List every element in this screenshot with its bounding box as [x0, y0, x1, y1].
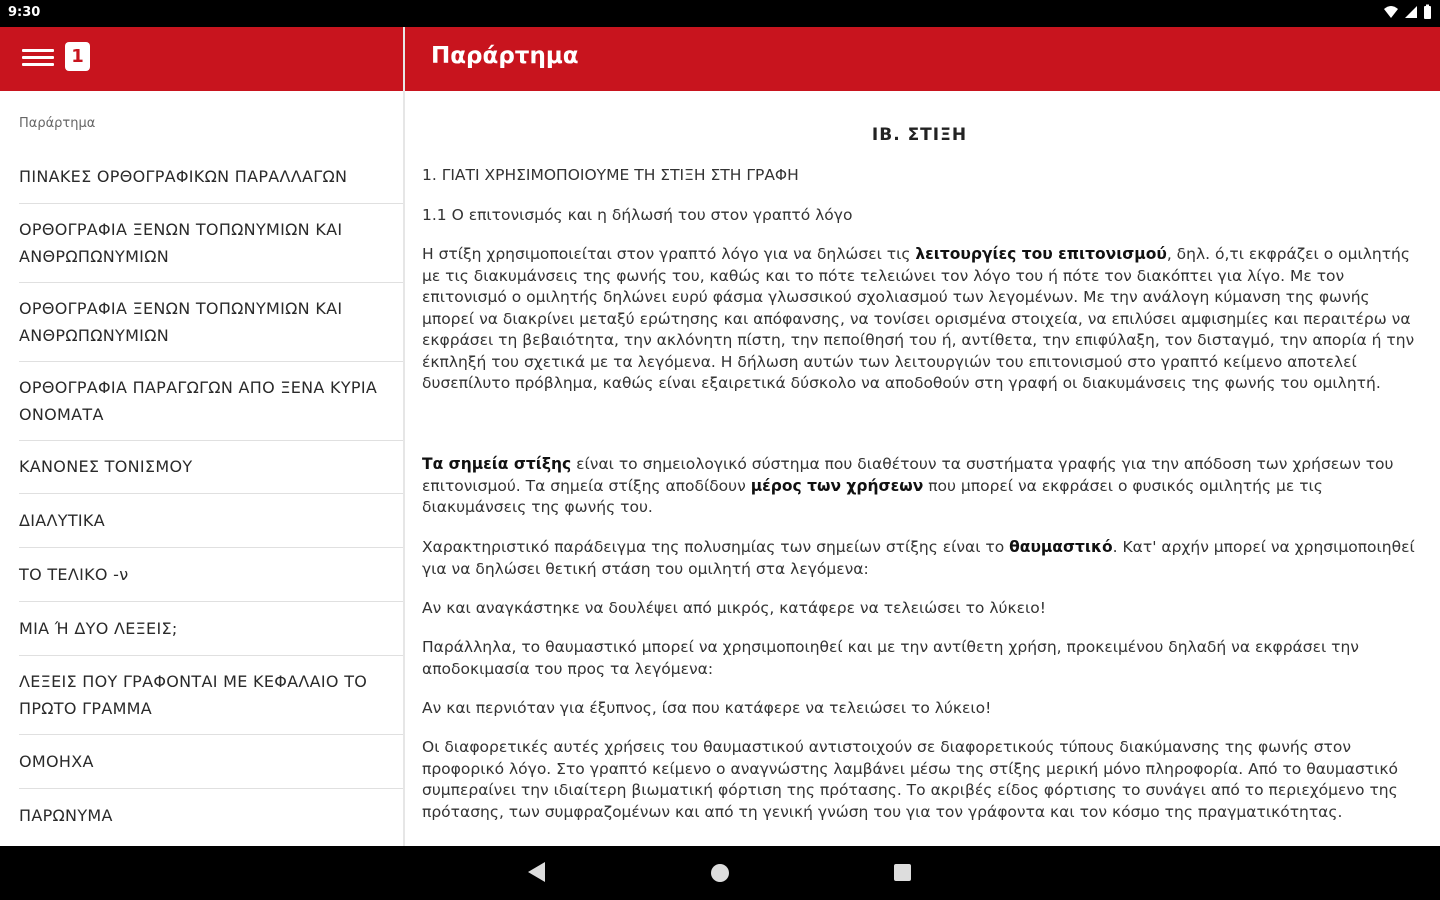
status-time: 9:30 — [8, 5, 41, 20]
divider — [19, 601, 403, 602]
divider — [19, 734, 403, 735]
system-nav-bar — [0, 846, 1440, 900]
divider — [19, 282, 403, 283]
status-bar — [0, 0, 1440, 27]
battery-icon — [1423, 4, 1432, 20]
page-title: Παράρτημα — [431, 43, 579, 69]
bold-term: μέρος των χρήσεων — [750, 476, 924, 495]
divider — [19, 788, 403, 789]
home-circle-icon[interactable] — [711, 864, 729, 882]
sidebar-item-foreign-names-1[interactable]: ΟΡΘΟΓΡΑΦΙΑ ΞΕΝΩΝ ΤΟΠΩΝΥΜΙΩΝ ΚΑΙ ΑΝΘΡΩΠΩΝΥΜΙΩΝ — [19, 220, 343, 266]
divider — [19, 440, 403, 441]
sidebar-header: Παράρτημα — [19, 116, 96, 131]
signal-icon — [1404, 4, 1418, 20]
paragraph-3 — [422, 537, 1417, 580]
example-2: Αν και περνιόταν για έξυπνος, ίσα που κατάφερε να τελειώσει το λύκειο! — [422, 699, 992, 717]
wifi-icon — [1383, 4, 1399, 20]
bold-term: λειτουργίες του επιτονισμού — [915, 245, 1167, 263]
divider — [19, 361, 403, 362]
paragraph-text: Η στίξη χρησιμοποιείται στον γραπτό λόγο για να δηλώσει τις — [422, 245, 916, 263]
sidebar-item-homophones[interactable]: ΟΜΟΗΧΑ — [19, 752, 94, 771]
recents-square-icon[interactable] — [894, 864, 911, 881]
subsection-title: 1.1 Ο επιτονισμός και η δήλωσή του στον γραπτό λόγο — [422, 206, 853, 224]
example-1: Αν και αναγκάστηκε να δουλέψει από μικρός, κατάφερε να τελειώσει το λύκειο! — [422, 599, 1046, 617]
article-heading: ΙΒ. ΣΤΙΞΗ — [871, 125, 968, 145]
paragraph-5: Παράλληλα, το θαυμαστικό μπορεί να χρησιμοποιηθεί και με την αντίθετη χρήση, προκειμένου δηλαδή να εκφράσει την αποδοκιμασία του προς τα λεγόμενα: — [422, 638, 1359, 678]
paragraph-1 — [422, 244, 1417, 395]
sidebar-item-one-or-two-words[interactable]: ΜΙΑ Ή ΔΥΟ ΛΕΞΕΙΣ; — [19, 619, 178, 638]
content-panel — [405, 91, 1440, 846]
divider — [19, 655, 403, 656]
paragraph-7: Οι διαφορετικές αυτές χρήσεις του θαυμαστικού αντιστοιχούν σε διαφορετικούς τύπους διακύμανσης της φωνής στον προφορικό λόγο. Στο γραπτό κείμενο ο αναγνώστης λαμβάνει μέσω της στίξης μερική μόνο πληροφορία. Από το θαυμαστικό συμπεραίνει την ιδιαίτερη βιωματική φόρτιση της πρότασης. Το ακριβές είδος φόρτισης το συνάγει από το περιεχόμενο της πρότασης, των συμφραζομένων και από τη γενική γνώση του για τον γράφοντα και τον κόσμο της πραγματικότητας. — [422, 738, 1398, 821]
status-icons — [1383, 4, 1432, 20]
sidebar-item-diaeresis[interactable]: ΔΙΑΛΥΤΙΚΑ — [19, 511, 105, 530]
bold-term: Τα σημεία στίξης — [422, 455, 572, 473]
paragraph-text: . Κατ' αρχήν μπορεί να χρησιμοποιηθεί για να δηλώσει θετική στάση του ομιλητή στα λεγόμενα: — [422, 538, 1415, 578]
paragraph-2 — [422, 454, 1417, 519]
app-bar — [0, 27, 1440, 91]
bold-term: θαυμαστικό — [1009, 538, 1113, 556]
back-triangle-icon[interactable] — [528, 862, 545, 882]
book-number-icon[interactable]: 1 — [65, 42, 90, 71]
sidebar-item-paronyms[interactable]: ΠΑΡΩΝΥΜΑ — [19, 806, 113, 825]
paragraph-text: που μπορεί να εκφράσει ο φυσικός ομιλητής με τις διακυμάνσεις της φωνής του. — [422, 476, 1323, 516]
hamburger-menu-icon[interactable] — [22, 45, 54, 73]
paragraph-text: είναι το σημειολογικό σύστημα που διαθέτουν τα συστήματα γραφής για την απόδοση των χρήσεων του επιτονισμού. Τα σημεία στίξης αποδίδουν — [422, 455, 1394, 495]
divider — [19, 547, 403, 548]
sidebar-item-orthographic-variants[interactable]: ΠΙΝΑΚΕΣ ΟΡΘΟΓΡΑΦΙΚΩΝ ΠΑΡΑΛΛΑΓΩΝ — [19, 167, 348, 186]
sidebar-item-foreign-derivatives[interactable]: ΟΡΘΟΓΡΑΦΙΑ ΠΑΡΑΓΩΓΩΝ ΑΠΟ ΞΕΝΑ ΚΥΡΙΑ ΟΝΟΜΑΤΑ — [19, 378, 378, 424]
paragraph-text: Χαρακτηριστικό παράδειγμα της πολυσημίας των σημείων στίξης είναι το — [422, 538, 1010, 556]
sidebar-item-capitalized-words[interactable]: ΛΕΞΕΙΣ ΠΟΥ ΓΡΑΦΟΝΤΑΙ ΜΕ ΚΕΦΑΛΑΙΟ ΤΟ ΠΡΩΤΟ ΓΡΑΜΜΑ — [19, 672, 368, 718]
sidebar-item-foreign-names-2[interactable]: ΟΡΘΟΓΡΑΦΙΑ ΞΕΝΩΝ ΤΟΠΩΝΥΜΙΩΝ ΚΑΙ ΑΝΘΡΩΠΩΝΥΜΙΩΝ — [19, 299, 343, 345]
divider — [19, 203, 403, 204]
paragraph-text: , δηλ. ό,τι εκφράζει ο ομιλητής με τις διακυμάνσεις της φωνής του, καθώς και το πότε τελειώνει τον λόγο του ή πότε τον διακόπτει για λίγο. Με τον επιτονισμό ο ομιλητής δηλώνει ευρύ φάσμα γλωσσικού σχολιασμού των λεγομένων. Με την ανάλογη κύμανση της φωνής μπορεί να διακρίνει μεταξύ ερώτησης και απόφανσης, να τονίσει ορισμένα στοιχεία, να επιλύσει αμφισημίες και περαιτέρω να εκφράσει τη βεβαιότητα, την ακλόνητη πίστη, την πεποίθησή του ή, αντίθετα, την επιφύλαξη, τον δισταγμό, την απορία ή την έκπληξή του σχετικά με τα λεγόμενα. Η δήλωση αυτών των λειτουργιών του επιτονισμού στο γραπτό κείμενο αποτελεί δυσεπίλυτο πρόβλημα, καθώς είναι εξαιρετικά δύσκολο να αποδοθούν στη γραφή οι διακυμάνσεις της φωνής του ομιλητή. — [422, 245, 1415, 392]
sidebar — [0, 91, 405, 846]
sidebar-item-accent-rules[interactable]: ΚΑΝΟΝΕΣ ΤΟΝΙΣΜΟΥ — [19, 457, 193, 476]
appbar-divider — [403, 27, 405, 91]
sidebar-item-final-n[interactable]: ΤΟ ΤΕΛΙΚΟ -ν — [19, 565, 129, 584]
section-title: 1. ΓΙΑΤΙ ΧΡΗΣΙΜΟΠΟΙΟΥΜΕ ΤΗ ΣΤΙΞΗ ΣΤΗ ΓΡΑΦΗ — [422, 166, 799, 184]
divider — [19, 493, 403, 494]
